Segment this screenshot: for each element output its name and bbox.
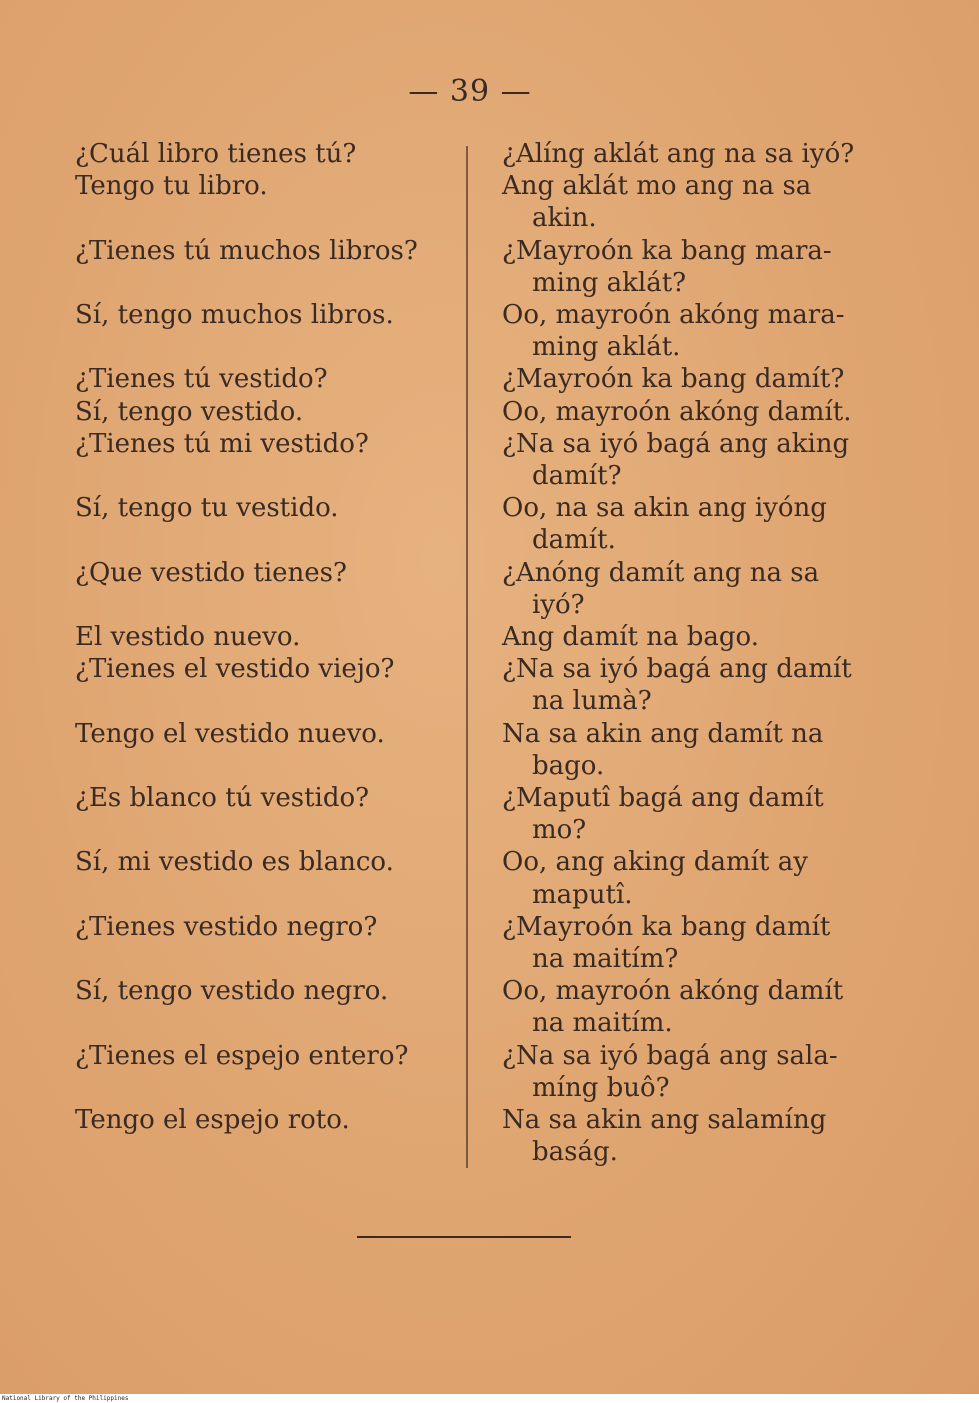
tagalog-line: ming aklát. xyxy=(532,332,681,363)
tagalog-line: Oo, ang aking damít ay xyxy=(502,847,808,878)
footer-credit: National Library of the Philippines xyxy=(2,1395,129,1402)
tagalog-line: ming aklát? xyxy=(532,267,687,298)
spanish-line: Sí, tengo vestido. xyxy=(75,396,304,427)
spanish-line: Tengo tu libro. xyxy=(75,171,268,202)
tagalog-line: ¿Mayroón ka bang damít xyxy=(502,911,831,942)
tagalog-line: Ang aklát mo ang na sa xyxy=(502,171,812,202)
spanish-line: Tengo el espejo roto. xyxy=(75,1104,350,1135)
spanish-line: Sí, tengo vestido negro. xyxy=(75,976,389,1007)
tagalog-line: míng buô? xyxy=(532,1072,670,1103)
spanish-line: ¿Tienes el vestido viejo? xyxy=(75,654,395,685)
tagalog-line: akin. xyxy=(532,203,597,234)
spanish-line-blank xyxy=(75,1072,445,1104)
column-divider xyxy=(466,146,468,1168)
tagalog-line: Na sa akin ang salamíng xyxy=(502,1105,827,1136)
spanish-line-blank xyxy=(75,589,445,621)
spanish-line: ¿Tienes tú mi vestido? xyxy=(75,428,369,459)
tagalog-line: na lumà? xyxy=(532,686,652,717)
tagalog-line: maputî. xyxy=(532,879,633,910)
spanish-line: ¿Tienes tú vestido? xyxy=(75,364,328,395)
tagalog-line: damít. xyxy=(532,525,616,556)
spanish-line: El vestido nuevo. xyxy=(75,621,301,652)
spanish-line-blank xyxy=(75,460,445,492)
tagalog-column xyxy=(502,138,862,1169)
spanish-line: ¿Tienes vestido negro? xyxy=(75,911,378,942)
spanish-line: ¿Tienes el espejo entero? xyxy=(75,1040,409,1071)
tagalog-line: bago. xyxy=(532,750,605,781)
tagalog-line: ¿Alíng aklát ang na sa iyó? xyxy=(502,139,855,169)
spanish-line: ¿Es blanco tú vestido? xyxy=(75,782,370,813)
spanish-line-blank xyxy=(75,685,445,717)
spanish-line: Sí, tengo muchos libros. xyxy=(75,299,394,330)
spanish-line-blank xyxy=(75,943,445,975)
tagalog-line: baság. xyxy=(532,1137,618,1168)
end-rule xyxy=(357,1236,571,1238)
spanish-line-blank xyxy=(75,1007,445,1039)
tagalog-line: Oo, mayroón akóng mara- xyxy=(502,300,845,331)
spanish-line-blank xyxy=(75,814,445,846)
tagalog-line: Na sa akin ang damít na xyxy=(502,718,824,749)
spanish-line-blank xyxy=(75,879,445,911)
tagalog-line: ¿Anóng damít ang na sa xyxy=(502,557,820,588)
tagalog-line: mo? xyxy=(532,815,587,846)
tagalog-line: Oo, mayroón akóng damít. xyxy=(502,396,852,427)
spanish-line: Tengo el vestido nuevo. xyxy=(75,718,385,749)
tagalog-line: ¿Mayroón ka bang damít? xyxy=(502,364,845,395)
tagalog-line: ¿Na sa iyó bagá ang aking xyxy=(502,428,850,459)
tagalog-line: Oo, mayroón akóng damít xyxy=(502,976,844,1007)
spanish-line: ¿Tienes tú muchos libros? xyxy=(75,235,418,266)
spanish-line: Sí, mi vestido es blanco. xyxy=(75,847,394,878)
tagalog-line: na maitím? xyxy=(532,944,679,975)
spanish-line-blank xyxy=(75,331,445,363)
spanish-line: ¿Cuál libro tienes tú? xyxy=(75,139,357,169)
spanish-line-blank xyxy=(75,750,445,782)
spanish-line: ¿Que vestido tienes? xyxy=(75,557,347,588)
tagalog-line: ¿Na sa iyó bagá ang sala- xyxy=(502,1040,838,1071)
tagalog-line: Oo, na sa akin ang iyóng xyxy=(502,493,827,524)
tagalog-line: ¿Na sa iyó bagá ang damít xyxy=(502,654,852,685)
tagalog-line: iyó? xyxy=(532,589,585,620)
spanish-line-blank xyxy=(75,267,445,299)
spanish-column xyxy=(75,138,445,1136)
spanish-line-blank xyxy=(75,524,445,556)
tagalog-line: damít? xyxy=(532,461,622,492)
spanish-line-blank xyxy=(75,202,445,234)
tagalog-line: ¿Maputî bagá ang damít xyxy=(502,783,824,814)
page-number: — 39 — xyxy=(408,74,532,109)
footer-bar xyxy=(0,1394,979,1403)
tagalog-line: ¿Mayroón ka bang mara- xyxy=(502,235,832,266)
tagalog-line: na maitím. xyxy=(532,1008,673,1039)
spanish-line: Sí, tengo tu vestido. xyxy=(75,493,339,524)
tagalog-line: Ang damít na bago. xyxy=(502,622,760,653)
